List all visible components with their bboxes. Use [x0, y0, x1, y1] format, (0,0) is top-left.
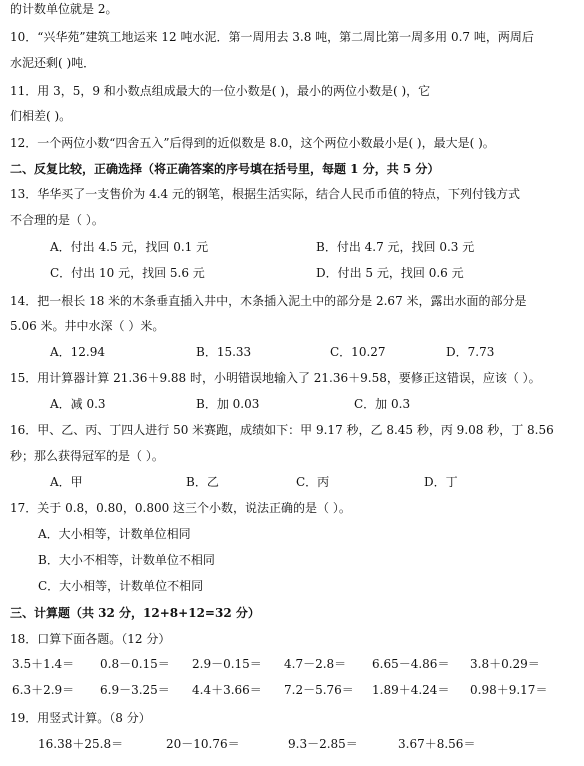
- question-12: 12．一个两位小数“四舍五入”后得到的近似数是 8.0，这个两位小数最小是( )，最大是( )。: [10, 136, 495, 150]
- oral-calc-item: 1.89＋4.24＝: [372, 683, 450, 697]
- question-13-line1: 13．华华买了一支售价为 4.4 元的钢笔，根据生活实际，结合人民币币值的特点，下列付钱方式: [10, 187, 520, 201]
- oral-calc-item: 4.7－2.8＝: [284, 657, 347, 671]
- q16-option-a: A．甲: [50, 475, 83, 489]
- q17-option-b: B．大小不相等，计数单位不相同: [38, 553, 215, 567]
- question-10-line2: 水泥还剩( )吨．: [10, 56, 96, 70]
- section-2-heading: 二、反复比较，正确选择（将正确答案的序号填在括号里，每题 1 分，共 5 分）: [10, 162, 440, 176]
- q16-option-c: C．丙: [296, 475, 330, 489]
- q14-option-b: B．15.33: [196, 345, 252, 359]
- oral-calc-item: 3.8＋0.29＝: [470, 657, 540, 671]
- oral-calc-item: 6.65－4.86＝: [372, 657, 450, 671]
- q14-option-d: D．7.73: [446, 345, 495, 359]
- question-18: 18．口算下面各题。（12 分）: [10, 632, 171, 646]
- question-17: 17．关于 0.8，0.80，0.800 这三个小数，说法正确的是（ ）。: [10, 501, 351, 515]
- oral-calc-item: 0.98＋9.17＝: [470, 683, 548, 697]
- q17-option-c: C．大小相等，计数单位不相同: [38, 579, 204, 593]
- section-3-heading: 三、计算题（共 32 分，12+8+12=32 分）: [10, 606, 260, 620]
- q15-option-c: C．加 0.3: [354, 397, 411, 411]
- vertical-calc-item: 20－10.76＝: [166, 737, 240, 751]
- question-15: 15．用计算器计算 21.36＋9.88 时，小明错误地输入了 21.36＋9.58，要修正这错误，应该（ ）。: [10, 371, 541, 385]
- question-16-line2: 秒；那么获得冠军的是（ ）。: [10, 449, 164, 463]
- continued-line: 的计数单位就是 2。: [10, 2, 118, 16]
- oral-calc-item: 4.4＋3.66＝: [192, 683, 262, 697]
- oral-calc-item: 7.2－5.76＝: [284, 683, 354, 697]
- vertical-calc-item: 9.3－2.85＝: [288, 737, 358, 751]
- q15-option-b: B．加 0.03: [196, 397, 260, 411]
- q15-option-a: A．减 0.3: [50, 397, 106, 411]
- q16-option-d: D．丁: [424, 475, 458, 489]
- question-11-line1: 11．用 3，5，9 和小数点组成最大的一位小数是( )，最小的两位小数是( )，它: [10, 84, 431, 98]
- vertical-calc-item: 16.38＋25.8＝: [38, 737, 124, 751]
- q13-option-a: A．付出 4.5 元，找回 0.1 元: [50, 240, 209, 254]
- q17-option-a: A．大小相等，计数单位相同: [38, 527, 191, 541]
- question-16-line1: 16．甲、乙、丙、丁四人进行 50 米赛跑，成绩如下：甲 9.17 秒，乙 8.45 秒，丙 9.08 秒，丁 8.56: [10, 423, 554, 437]
- oral-calc-item: 6.9－3.25＝: [100, 683, 170, 697]
- q13-option-b: B．付出 4.7 元，找回 0.3 元: [316, 240, 475, 254]
- q16-option-b: B．乙: [186, 475, 219, 489]
- question-14-line2: 5.06 米。井中水深（ ）米。: [10, 319, 165, 333]
- oral-calc-item: 3.5＋1.4＝: [12, 657, 75, 671]
- q14-option-c: C．10.27: [330, 345, 386, 359]
- question-13-line2: 不合理的是（ ）。: [10, 213, 104, 227]
- vertical-calc-item: 3.67＋8.56＝: [398, 737, 476, 751]
- oral-calc-item: 0.8－0.15＝: [100, 657, 170, 671]
- question-19: 19．用竖式计算。（8 分）: [10, 711, 151, 725]
- question-10-line1: 10．“兴华苑”建筑工地运来 12 吨水泥．第一周用去 3.8 吨，第二周比第一周多用 0.7 吨，两周后: [10, 30, 534, 44]
- q14-option-a: A．12.94: [50, 345, 106, 359]
- question-11-line2: 们相差( )。: [10, 109, 72, 123]
- oral-calc-item: 2.9－0.15＝: [192, 657, 262, 671]
- q13-option-d: D．付出 5 元，找回 0.6 元: [316, 266, 464, 280]
- oral-calc-item: 6.3＋2.9＝: [12, 683, 75, 697]
- question-14-line1: 14．把一根长 18 米的木条垂直插入井中，木条插入泥土中的部分是 2.67 米，露出水面的部分是: [10, 294, 527, 308]
- q13-option-c: C．付出 10 元，找回 5.6 元: [50, 266, 205, 280]
